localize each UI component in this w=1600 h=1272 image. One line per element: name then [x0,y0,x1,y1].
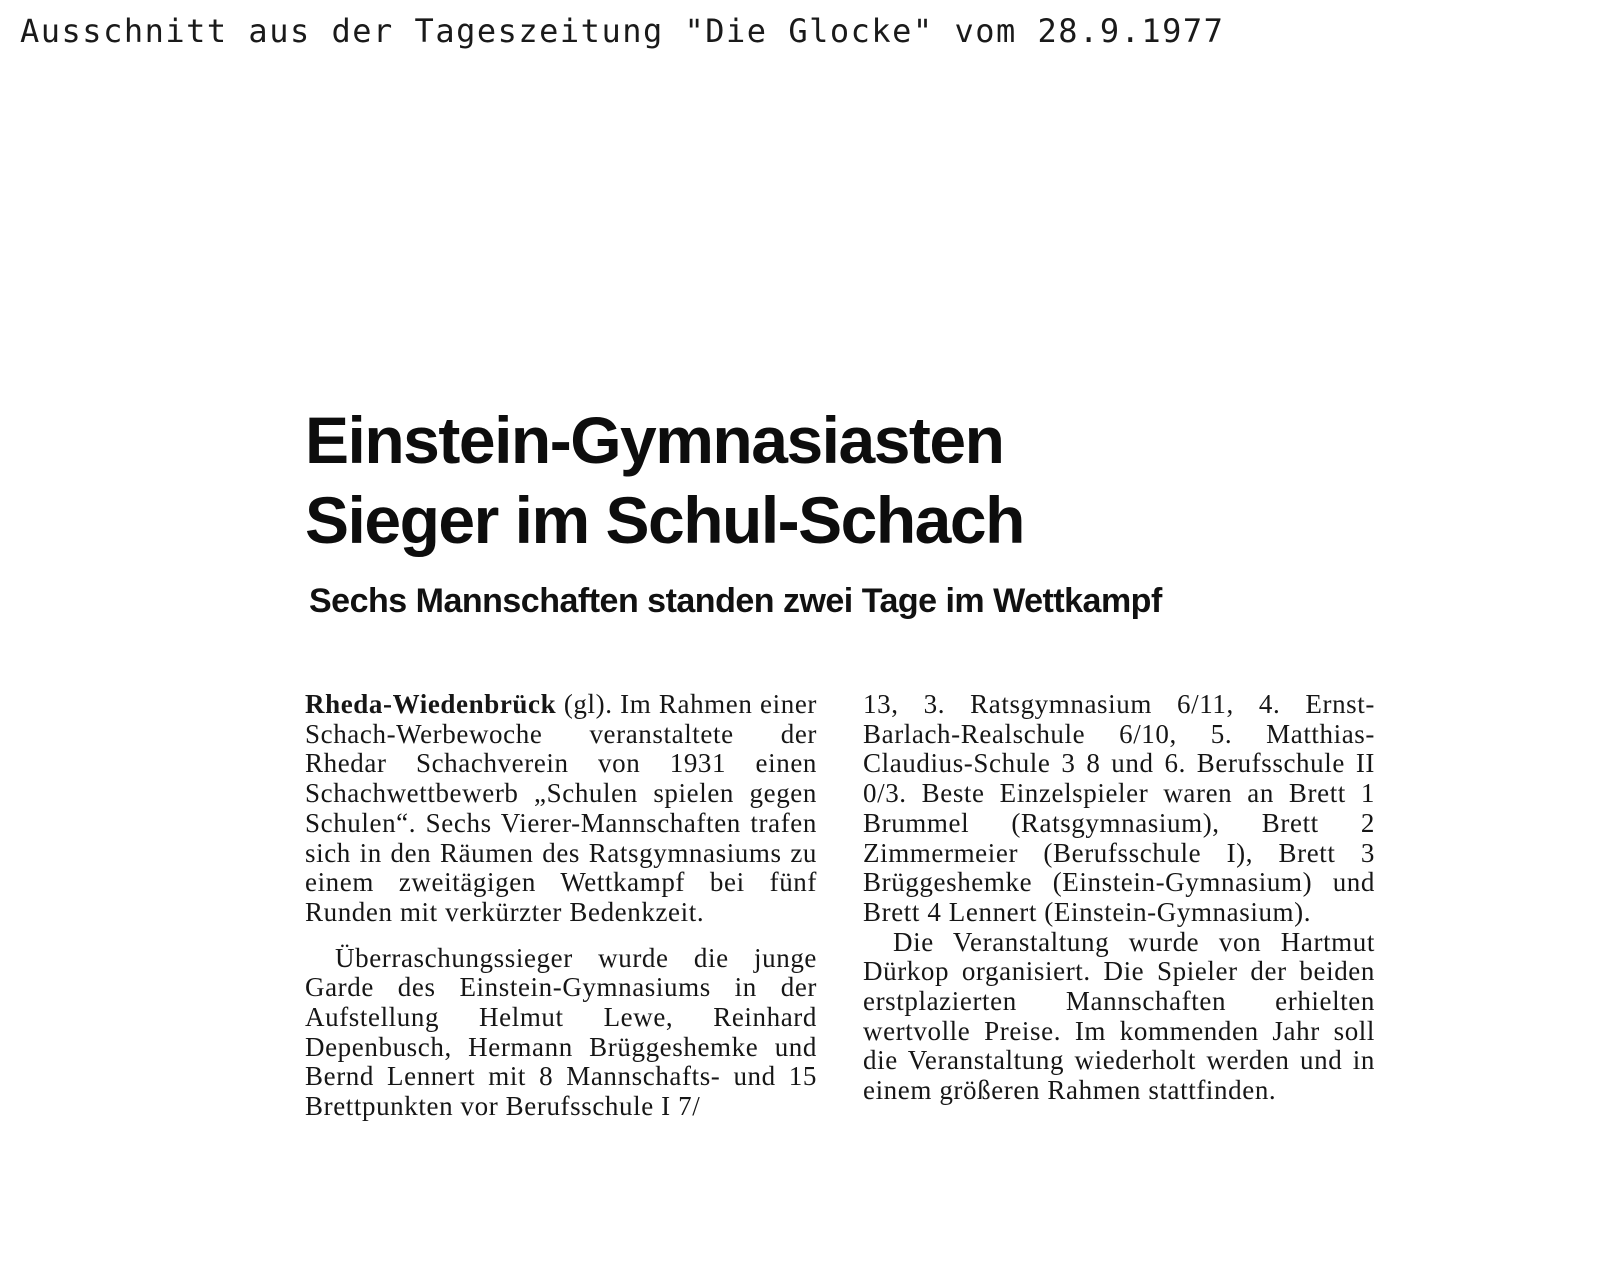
paragraph-1 [305,690,817,928]
column-right [863,690,1375,1122]
headline-line-1: Einstein-Gymnasiasten [305,403,1004,477]
paragraph-2: Überraschungssieger wurde die junge Garde des Einstein-Gymnasiums in der Aufstellung Helmut Lewe, Reinhard Depenbusch, Hermann Brüggeshemke und Bernd Lennert mit 8 Mannschafts- und 15 Brettpunkten vor Berufsschule I 7/ [305,942,817,1122]
headline-line-2: Sieger im Schul-Schach [305,483,1024,557]
article-headline [305,400,1385,560]
newspaper-clipping [305,400,1385,1250]
column-left [305,690,817,1122]
paragraph-3: Die Veranstaltung wurde von Hartmut Dürkop organisiert. Die Spieler der beiden erstplazierten Mannschaften erhielten wertvolle Preise. Im kommenden Jahr soll die Veranstaltung wiederholt werden und in einem größeren Rahmen stattfinden. [863,926,1375,1106]
clipping-caption: Ausschnitt aus der Tageszeitung "Die Glocke" vom 28.9.1977 [20,12,1225,50]
dateline: Rheda-Wiedenbrück [305,689,557,719]
article-body [305,690,1375,1122]
paragraph-1-text: (gl). Im Rahmen einer Schach-Werbewoche veranstaltete der Rhedar Schachverein von 1931 einen Schachwettbewerb „Schulen spielen gegen Schulen“. Sechs Vierer-Mannschaften trafen sich in den Räumen des Ratsgymnasiums zu einem zweitägigen Wettkampf bei fünf Runden mit verkürzter Bedenkzeit. [305,689,817,927]
paragraph-2-continued: 13, 3. Ratsgymnasium 6/11, 4. Ernst-Barlach-Realschule 6/10, 5. Matthias-Claudius-Schule 3 8 und 6. Berufsschule II 0/3. Beste Einzelspieler waren an Brett 1 Brummel (Ratsgymnasium), Brett 2 Zimmermeier (Berufsschule I), Brett 3 Brüggeshemke (Einstein-Gymnasium) und Brett 4 Lennert (Einstein-Gymnasium). [863,689,1375,927]
article-subheadline: Sechs Mannschaften standen zwei Tage im Wettkampf [309,582,1162,620]
